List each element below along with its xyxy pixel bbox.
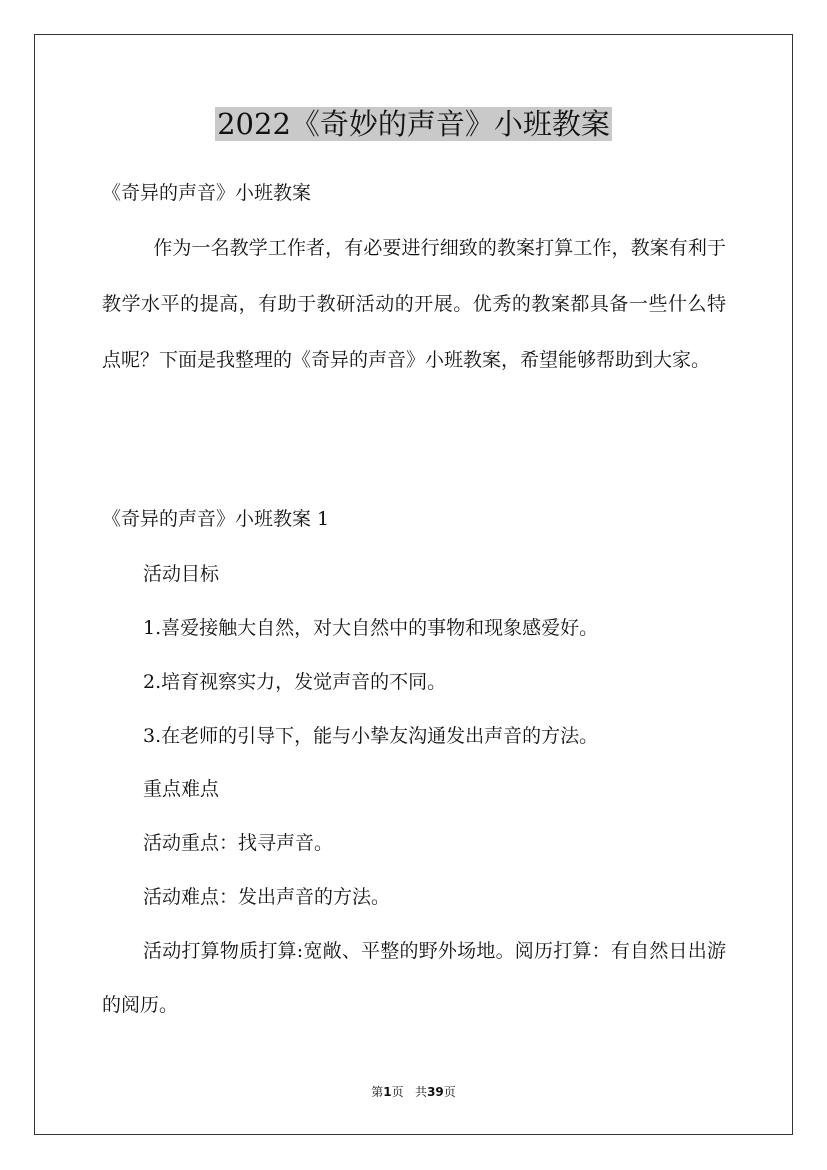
key-point-text: 活动重点：找寻声音。 (143, 832, 334, 854)
difficulty-text: 活动难点：发出声音的方法。 (143, 886, 391, 908)
section-heading: 《奇异的声音》小班教案 1 (102, 508, 330, 530)
footer-total-unit: 页 (443, 1085, 456, 1099)
footer-page-total: 39 (427, 1085, 444, 1099)
key-points-heading: 重点难点 (143, 778, 220, 800)
document-title (0, 104, 827, 144)
footer-page-prefix: 第 (371, 1085, 384, 1099)
goal-item-2: 2.培育视察实力，发觉声音的不同。 (143, 671, 447, 693)
goals-heading: 活动目标 (143, 563, 220, 585)
document-subtitle: 《奇异的声音》小班教案 (102, 182, 312, 204)
footer-page-unit: 页 (391, 1085, 404, 1099)
preparation-paragraph: 活动打算物质打算:宽敞、平整的野外场地。阅历打算：有自然日出游的阅历。 (102, 940, 726, 1016)
intro-paragraph: 作为一名教学工作者，有必要进行细致的教案打算工作，教案有利于教学水平的提高，有助于教研活动的开展。优秀的教案都具备一些什么特点呢？下面是我整理的《奇异的声音》小班教案，希望能够帮助到大家。 (102, 237, 726, 371)
goal-item-3: 3.在老师的引导下，能与小挚友沟通发出声音的方法。 (143, 725, 599, 747)
footer-page-current: 1 (383, 1085, 392, 1099)
page-footer (0, 1084, 827, 1100)
footer-total-prefix: 共 (415, 1085, 428, 1099)
goal-item-1: 1.喜爱接触大自然，对大自然中的事物和现象感爱好。 (143, 617, 599, 639)
document-title-text: 2022《奇妙的声音》小班教案 (217, 107, 610, 141)
